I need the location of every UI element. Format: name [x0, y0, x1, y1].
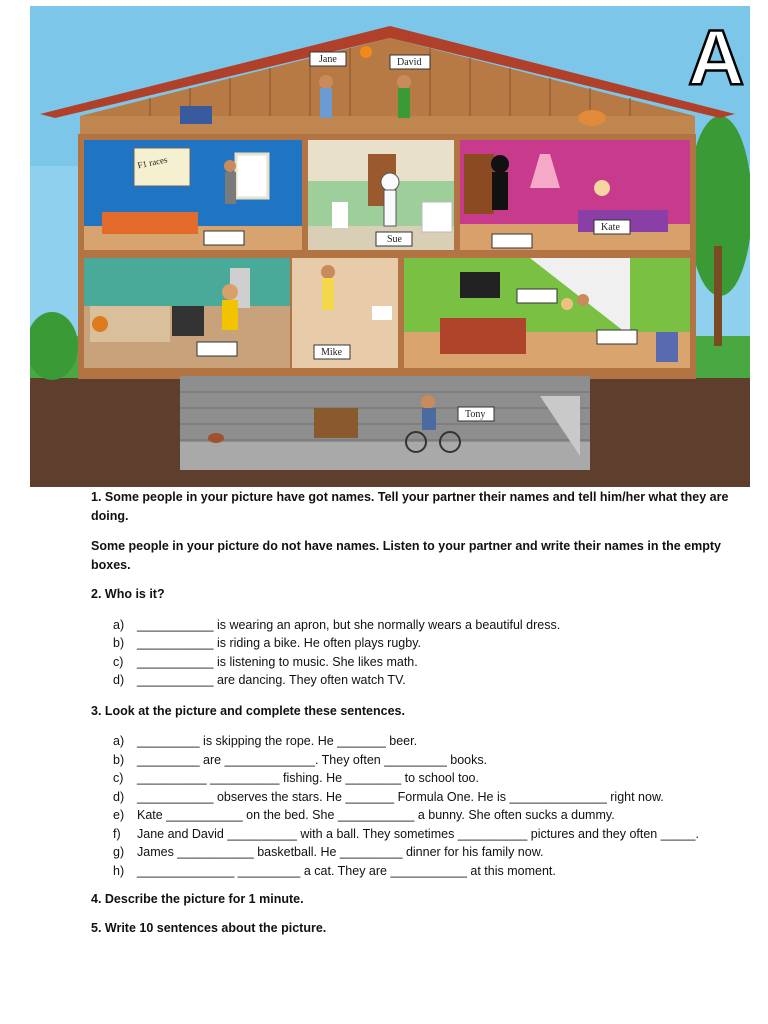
task3-item: [91, 825, 731, 844]
task3-item-label: g): [113, 845, 125, 859]
task3-item: [91, 806, 731, 825]
task3-item-text: Jane and David __________ with a ball. They sometimes __________ pictures and they often _____.: [137, 826, 699, 841]
task3-item-label: e): [113, 808, 125, 822]
task3-heading: 3. Look at the picture and complete these sentences.: [91, 703, 405, 718]
task3-item-text: ______________ _________ a cat. They are ___________ at this moment.: [137, 863, 556, 878]
books-stack: [656, 332, 678, 362]
task1-instruction-2: Some people in your picture do not have names. Listen to your partner and write their names in the empty boxes.: [91, 539, 721, 572]
poster-text: F1 races: [136, 154, 169, 171]
task3-item: [91, 862, 731, 881]
task3-list: [91, 732, 731, 880]
tag-tony-text: Tony: [465, 409, 486, 420]
person-dancer-1: [561, 298, 573, 310]
task3-item: [91, 843, 731, 862]
task2-list: [91, 616, 731, 690]
task3-item: [91, 769, 731, 788]
tag-kate-text: Kate: [601, 222, 620, 233]
bed-blue-room: [102, 212, 198, 234]
task2-item-label: a): [113, 617, 125, 632]
tag-jane-text: Jane: [319, 54, 337, 65]
empty-name-box: [197, 342, 237, 356]
person-tony: [421, 395, 435, 409]
tag-mike-text: Mike: [321, 347, 343, 358]
person-runner: [224, 160, 236, 172]
sink-bottom: [372, 306, 392, 320]
oven: [172, 306, 204, 336]
task3-item-label: b): [113, 752, 125, 767]
rugby-ball: [208, 433, 224, 443]
empty-name-box: [204, 231, 244, 245]
task1-instruction: 1. Some people in your picture have got names. Tell your partner their names and tell him/her what they are doing.: [91, 490, 729, 523]
task3-item-text: _________ are _____________. They often _________ books.: [137, 752, 488, 767]
tag-david-text: David: [397, 57, 422, 68]
task3-item-text: __________ __________ fishing. He ________ to school too.: [137, 771, 479, 785]
empty-name-box: [492, 234, 532, 248]
window-blue-room: [236, 154, 268, 198]
tag-tony: [458, 407, 494, 421]
tag-sue-text: Sue: [387, 234, 402, 245]
task2-item: [91, 671, 731, 690]
task3-item-text: James ___________ basketball. He _________ dinner for his family now.: [137, 845, 544, 859]
task3-item: [91, 732, 731, 751]
person-cook: [222, 284, 238, 300]
task2-item-text: ___________ is wearing an apron, but she normally wears a beautiful dress.: [137, 617, 561, 632]
toilet-top: [332, 202, 348, 228]
person-sue: [381, 173, 399, 191]
person-jane: [319, 75, 333, 89]
empty-name-box: [597, 330, 637, 344]
task3-item-text: Kate ___________ on the bed. She ___________ a bunny. She often sucks a dummy.: [137, 808, 615, 822]
task2-item-text: ___________ is listening to music. She likes math.: [137, 654, 418, 669]
person-david: [397, 75, 411, 89]
tag-sue: [376, 232, 412, 246]
task2-item: [91, 616, 731, 635]
door-pink-room: [464, 154, 494, 214]
empty-name-box: [517, 289, 557, 303]
tag-kate: [594, 220, 630, 234]
task2-item-label: b): [113, 636, 125, 650]
task3-item-label: d): [113, 789, 125, 804]
person-kate: [594, 180, 610, 196]
boxes: [314, 408, 358, 438]
books-attic: [180, 106, 212, 124]
task2-heading: 2. Who is it?: [91, 587, 165, 601]
task3-item-text: _________ is skipping the rope. He _______ beer.: [137, 734, 418, 748]
bathtub-top: [422, 202, 452, 232]
tag-david: [390, 55, 430, 69]
task2-item: [91, 653, 731, 672]
worksheet: [91, 488, 731, 937]
task2-item-label: c): [113, 654, 124, 669]
version-letter: A: [688, 13, 745, 101]
task2-item-text: ___________ are dancing. They often watch TV.: [137, 673, 406, 687]
tv: [460, 272, 500, 298]
task4-instruction: 4. Describe the picture for 1 minute.: [91, 892, 304, 906]
task3-item-label: f): [113, 826, 121, 841]
task3-item-label: c): [113, 771, 124, 785]
sofa: [440, 318, 526, 354]
task2-item: [91, 634, 731, 653]
tag-jane: [310, 52, 346, 66]
pumpkin: [92, 316, 108, 332]
task3-item: [91, 788, 731, 807]
task2-item-text: ___________ is riding a bike. He often plays rugby.: [137, 636, 421, 650]
task3-item-text: ___________ observes the stars. He _______ Formula One. He is ______________ right now.: [137, 789, 664, 804]
task3-item-label: h): [113, 863, 125, 878]
tag-mike: [314, 345, 350, 359]
task3-item-label: a): [113, 734, 125, 748]
house-illustration: [30, 6, 750, 487]
palette: [578, 110, 606, 126]
person-dancer-2: [577, 294, 589, 306]
person-mike: [321, 265, 335, 279]
task2-item-label: d): [113, 673, 125, 687]
task3-item: [91, 751, 731, 770]
task5-instruction: 5. Write 10 sentences about the picture.: [91, 920, 327, 935]
ball: [360, 46, 372, 58]
person-vacuum: [491, 155, 509, 173]
